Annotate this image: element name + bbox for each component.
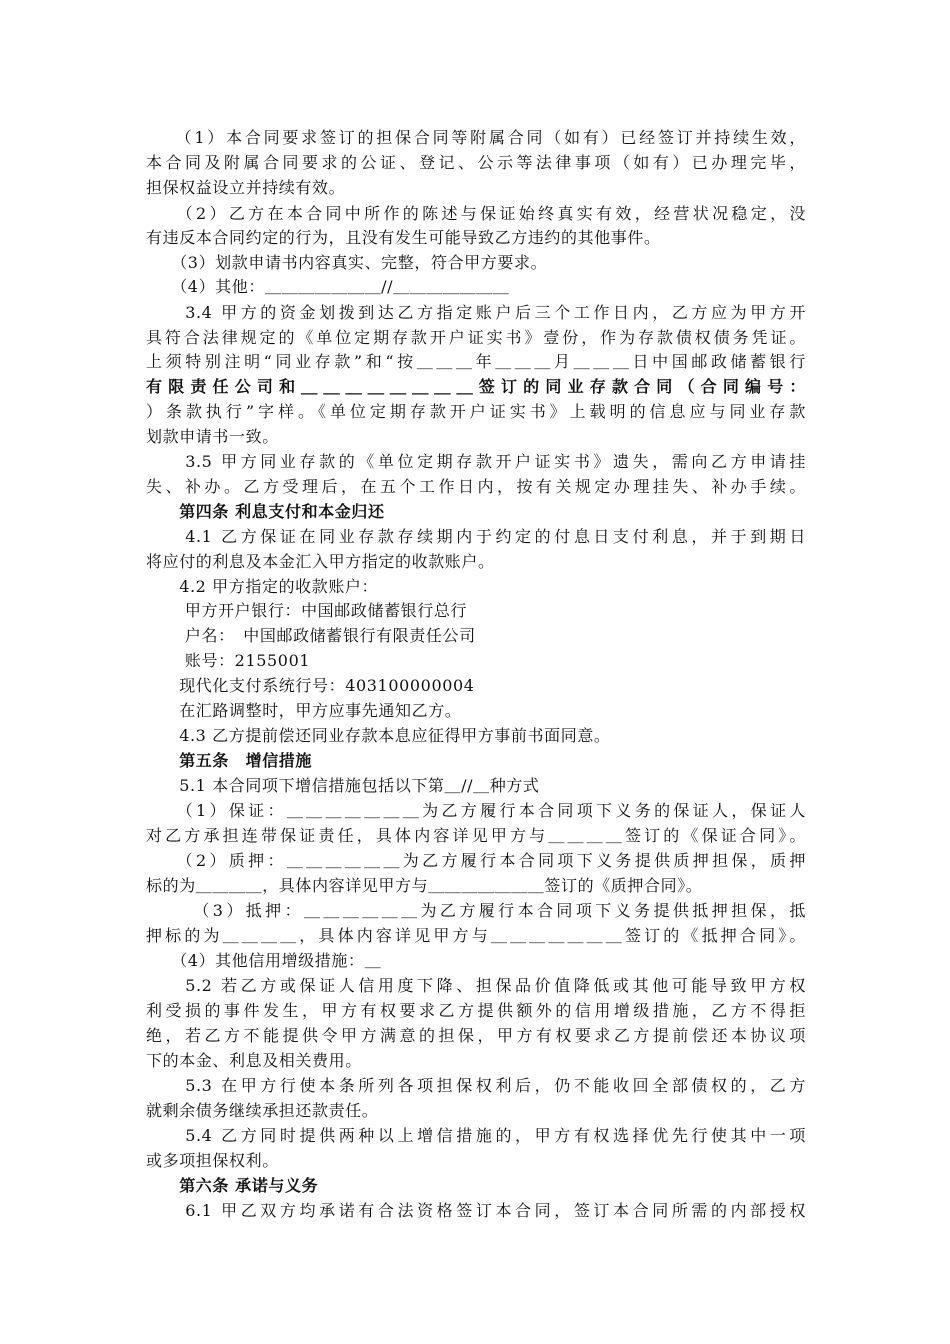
document-line: 担保权益设立并持续有效。	[146, 178, 346, 197]
document-line: 第六条 承诺与义务	[146, 1176, 319, 1195]
document-line: 对乙方承担连带保证责任，具体内容详见甲方与＿＿＿＿签订的《保证合同》。	[146, 826, 806, 845]
document-line: 绝，若乙方不能提供令甲方满意的担保，甲方有权要求乙方提前偿还本协议项	[146, 1026, 806, 1045]
document-line: 5.2 若乙方或保证人信用度下降、担保品价值降低或其他可能导致甲方权	[146, 976, 806, 995]
document-line: （2）乙方在本合同中所作的陈述与保证始终真实有效，经营状况稳定，没	[146, 204, 806, 223]
document-line: 户名： 中国邮政储蓄银行有限责任公司	[146, 626, 476, 645]
document-line: 在汇路调整时，甲方应事先通知乙方。	[146, 701, 462, 720]
document-line: 4.2 甲方指定的收款账户：	[146, 577, 379, 596]
document-line: （4）其他：＿＿＿＿＿＿＿//＿＿＿＿＿＿＿	[146, 277, 510, 296]
document-line: 3.4 甲方的资金划拨到达乙方指定账户后三个工作日内，乙方应为甲方开	[146, 303, 806, 322]
document-line: 本合同及附属合同要求的公证、登记、公示等法律事项（如有）已办理完毕，	[146, 153, 806, 172]
document-line: 6.1 甲乙双方均承诺有合法资格签订本合同，签订本合同所需的内部授权	[146, 1201, 806, 1220]
document-line: 利受损的事件发生，甲方有权要求乙方提供额外的信用增级措施，乙方不得拒	[146, 1001, 806, 1020]
document-line: 4.1 乙方保证在同业存款存续期内于约定的付息日支付利息，并于到期日	[146, 527, 806, 546]
document-line: 3.5 甲方同业存款的《单位定期存款开户证实书》遗失，需向乙方申请挂	[146, 452, 806, 471]
document-line: 现代化支付系统行号：403100000004	[146, 676, 475, 695]
document-line: 甲方开户银行：中国邮政储蓄银行总行	[146, 601, 468, 620]
document-line: 账号：2155001	[146, 651, 311, 670]
document-line: 或多项担保权利。	[146, 1151, 279, 1170]
document-line: 5.4 乙方同时提供两种以上增信措施的，甲方有权选择优先行使其中一项	[146, 1126, 806, 1145]
document-line: 失、补办。乙方受理后，在五个工作日内，按有关规定办理挂失、补办手续。	[146, 477, 806, 496]
document-line: 4.3 乙方提前偿还同业存款本息应征得甲方事前书面同意。	[146, 726, 611, 745]
document-line: 下的本金、利息及相关费用。	[146, 1051, 362, 1070]
document-line: （3）抵押：＿＿＿＿＿＿为乙方履行本合同项下义务提供抵押担保，抵	[146, 901, 806, 920]
document-line: 有限责任公司和＿＿＿＿＿＿＿＿签订的同业存款合同（合同编号：	[146, 377, 806, 396]
document-line: 5.3 在甲方行使本条所列各项担保权利后，仍不能收回全部债权的，乙方	[146, 1076, 806, 1095]
document-line: 就剩余债务继续承担还款责任。	[146, 1101, 379, 1120]
document-line: （1）保证：＿＿＿＿＿＿＿为乙方履行本合同项下义务的保证人，保证人	[146, 801, 806, 820]
document-line: 押标的为＿＿＿＿，具体内容详见甲方与＿＿＿＿＿＿＿签订的《抵押合同》。	[146, 926, 806, 945]
document-line: 5.1 本合同项下增信措施包括以下第＿//＿种方式	[146, 776, 540, 795]
document-line: （2）质押：＿＿＿＿＿＿为乙方履行本合同项下义务提供质押担保，质押	[146, 851, 806, 870]
document-line: （4）其他信用增级措施：＿	[146, 951, 382, 970]
document-line: 第五条 增信措施	[146, 751, 313, 770]
document-line: 具符合法律规定的《单位定期存款开户证实书》壹份，作为存款债权债务凭证。	[146, 328, 806, 347]
document-line: 上须特别注明“同业存款”和“按＿＿＿年＿＿＿月＿＿＿日中国邮政储蓄银行	[146, 352, 806, 371]
document-line: （3）划款申请书内容真实、完整，符合甲方要求。	[146, 253, 548, 272]
document-line: ）条款执行”字样。《单位定期存款开户证实书》上载明的信息应与同业存款	[146, 402, 806, 421]
document-line: 将应付的利息及本金汇入甲方指定的收款账户。	[146, 552, 495, 571]
document-line: 标的为＿＿＿＿，具体内容详见甲方与＿＿＿＿＿＿＿签订的《质押合同》。	[146, 876, 703, 895]
document-line: 划款申请书一致。	[146, 427, 279, 446]
document-line: 第四条 利息支付和本金归还	[146, 502, 385, 521]
document-line: （1）本合同要求签订的担保合同等附属合同（如有）已经签订并持续生效，	[146, 128, 806, 147]
document-line: 有违反本合同约定的行为，且没有发生可能导致乙方违约的其他事件。	[146, 228, 661, 247]
